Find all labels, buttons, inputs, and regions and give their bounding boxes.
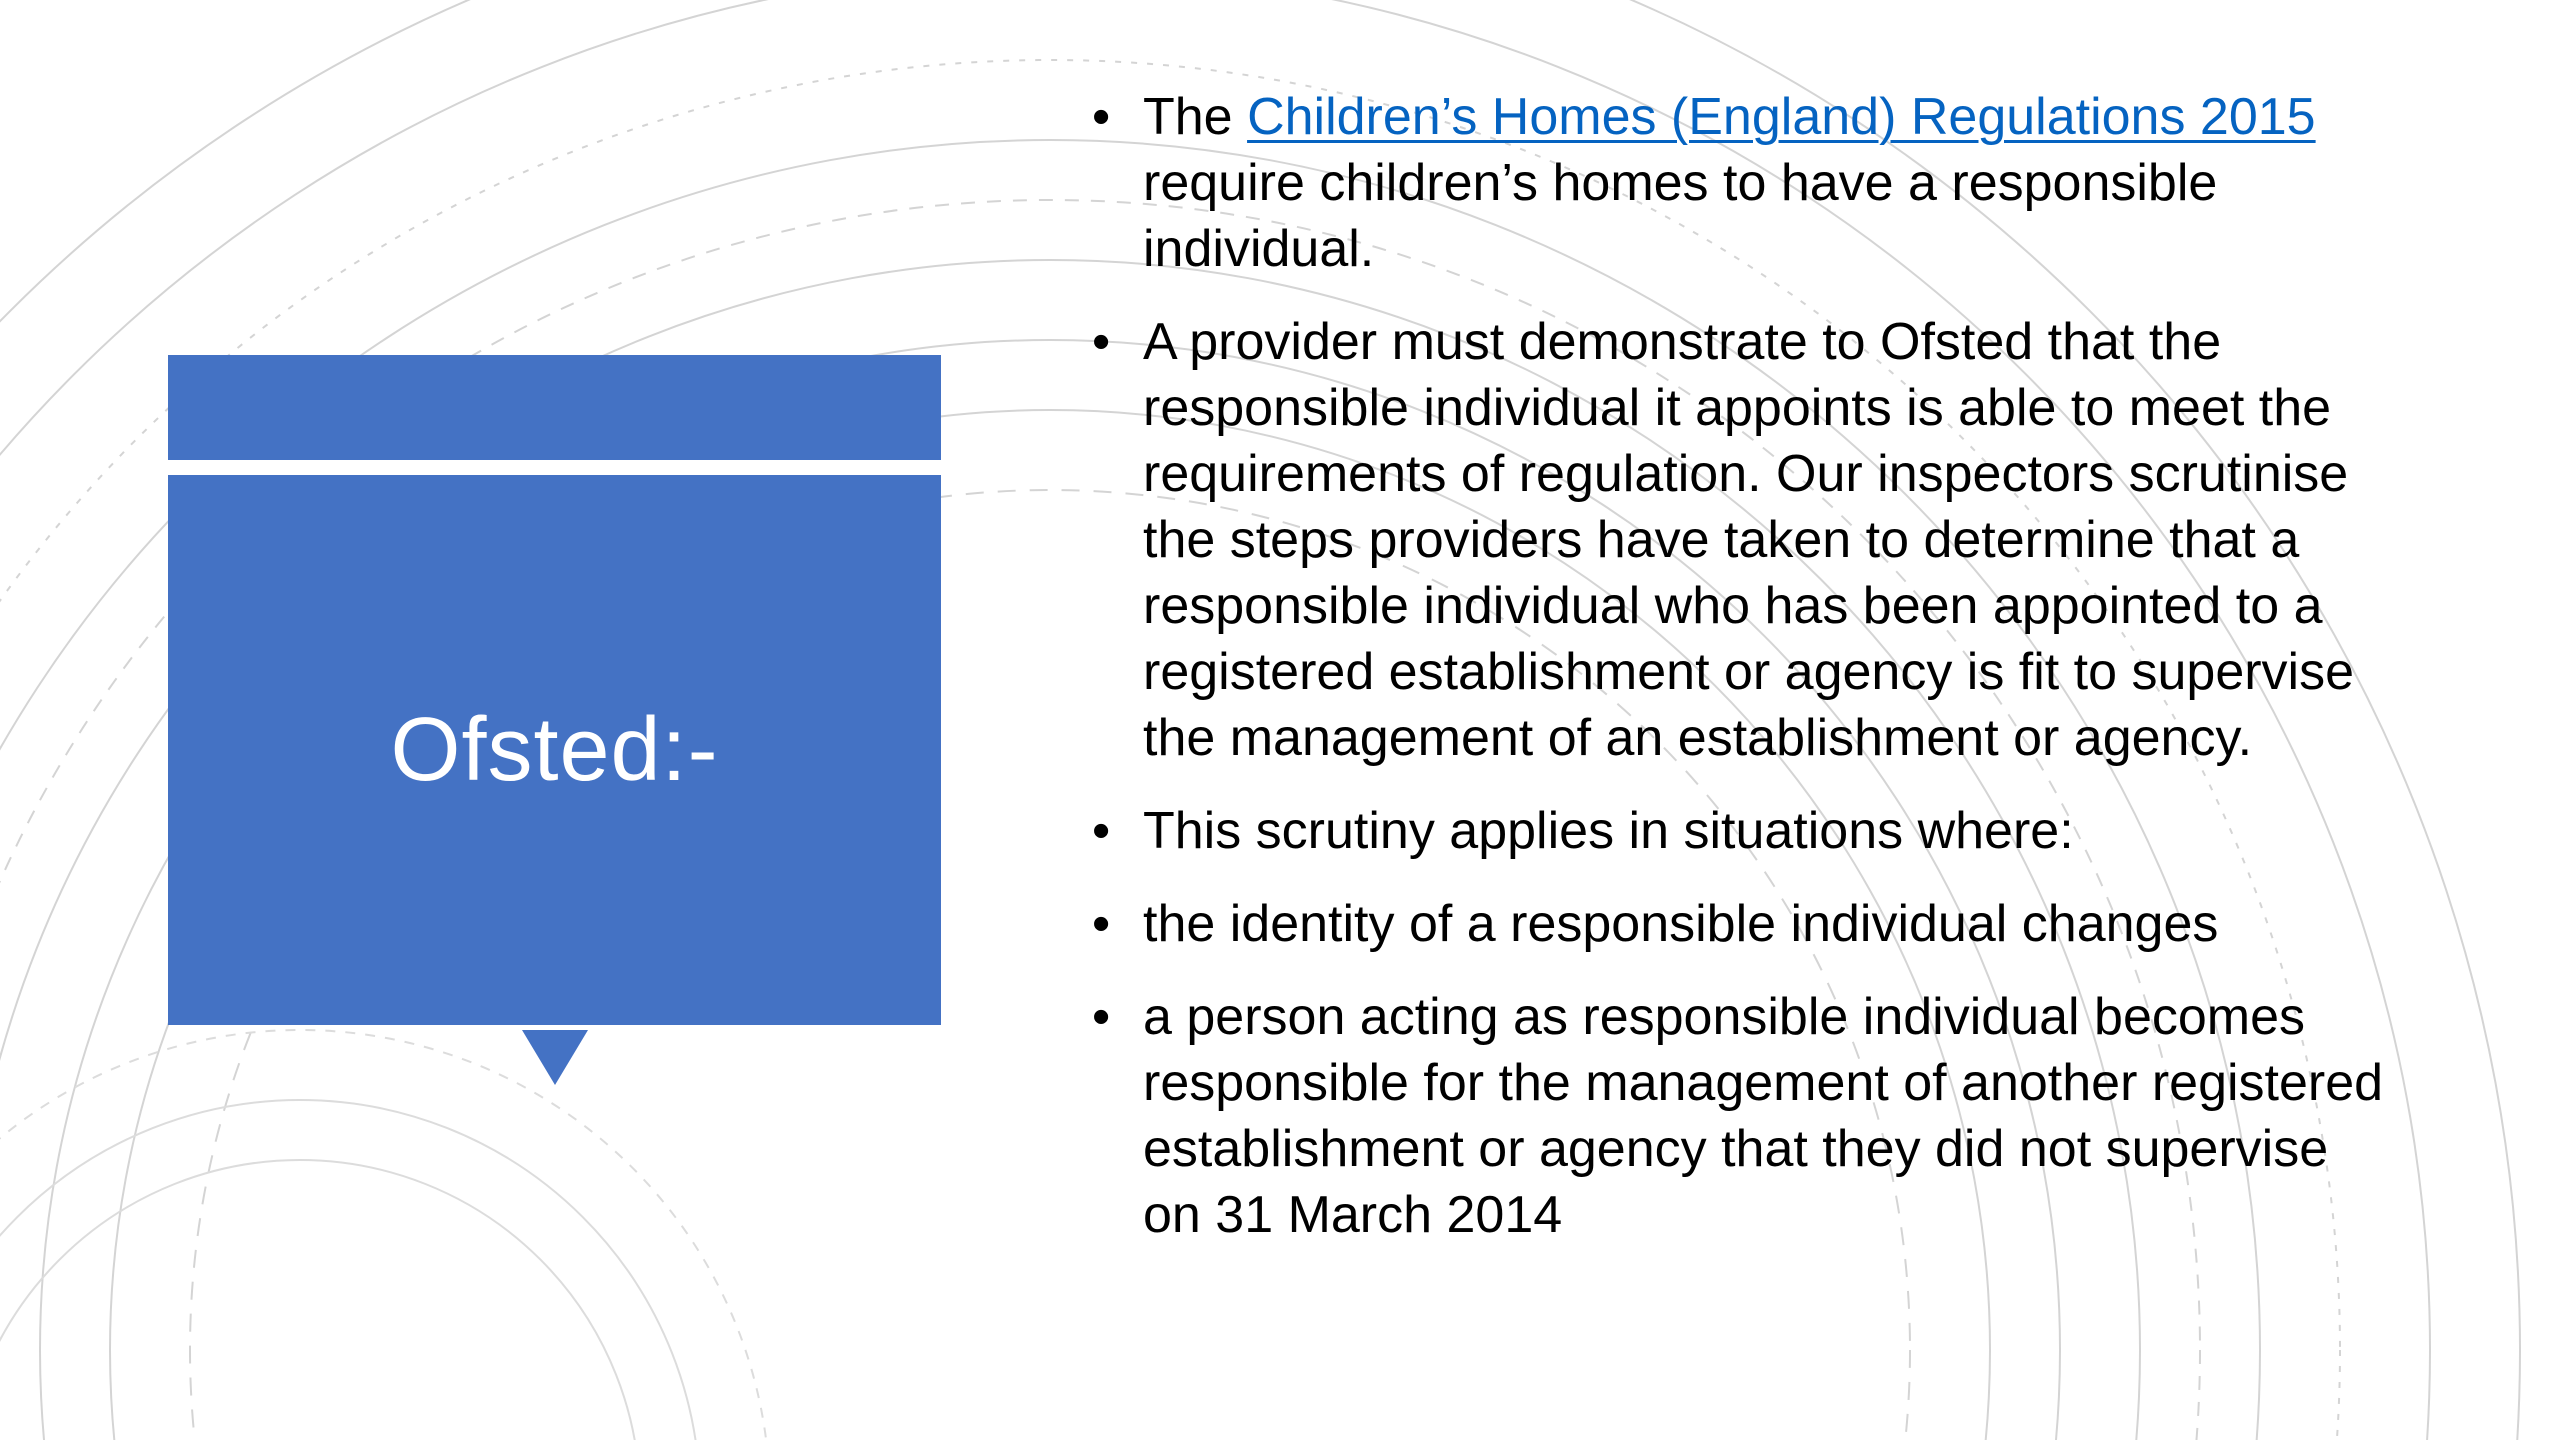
bullet-text: the identity of a responsible individual changes bbox=[1143, 895, 2219, 953]
bullet-icon: • bbox=[1092, 802, 1111, 860]
bullet-item-another-establishment bbox=[1092, 984, 2392, 1248]
bullet-text-suffix: require children’s homes to have a responsible individual. bbox=[1143, 154, 2218, 278]
title-divider bbox=[168, 460, 941, 475]
bullet-item-regulations bbox=[1092, 84, 2392, 282]
bullet-text-prefix: The bbox=[1143, 88, 1248, 146]
bullet-text: This scrutiny applies in situations where: bbox=[1143, 802, 2074, 860]
bullet-item-identity bbox=[1092, 891, 2392, 957]
bullet-icon: • bbox=[1092, 88, 1111, 146]
bullet-icon: • bbox=[1092, 988, 1111, 1046]
bullet-text: A provider must demonstrate to Ofsted that the responsible individual it appoints is able to meet the requirements of regulation. Our inspectors scrutinise the steps providers have taken to determine that a responsible individual who has been appointed to a registered establishment or agency is fit to supervise the management of an establishment or agency. bbox=[1143, 313, 2355, 767]
title-card bbox=[168, 355, 941, 1025]
title-accent-bar bbox=[168, 355, 941, 460]
title-pointer-triangle bbox=[522, 1030, 588, 1085]
bullet-item-provider bbox=[1092, 309, 2392, 771]
bullet-item-scrutiny bbox=[1092, 798, 2392, 864]
slide-title: Ofsted:- bbox=[390, 699, 719, 800]
bullet-list bbox=[1092, 84, 2392, 1248]
regulations-link[interactable]: Children’s Homes (England) Regulations 2015 bbox=[1247, 88, 2316, 146]
bullet-text: a person acting as responsible individual becomes responsible for the management of another registered establishment or agency that they did not supervise on 31 March 2014 bbox=[1143, 988, 2384, 1244]
title-box bbox=[168, 475, 941, 1025]
bullet-icon: • bbox=[1092, 313, 1111, 371]
slide-content bbox=[1092, 84, 2392, 1275]
bullet-icon: • bbox=[1092, 895, 1111, 953]
